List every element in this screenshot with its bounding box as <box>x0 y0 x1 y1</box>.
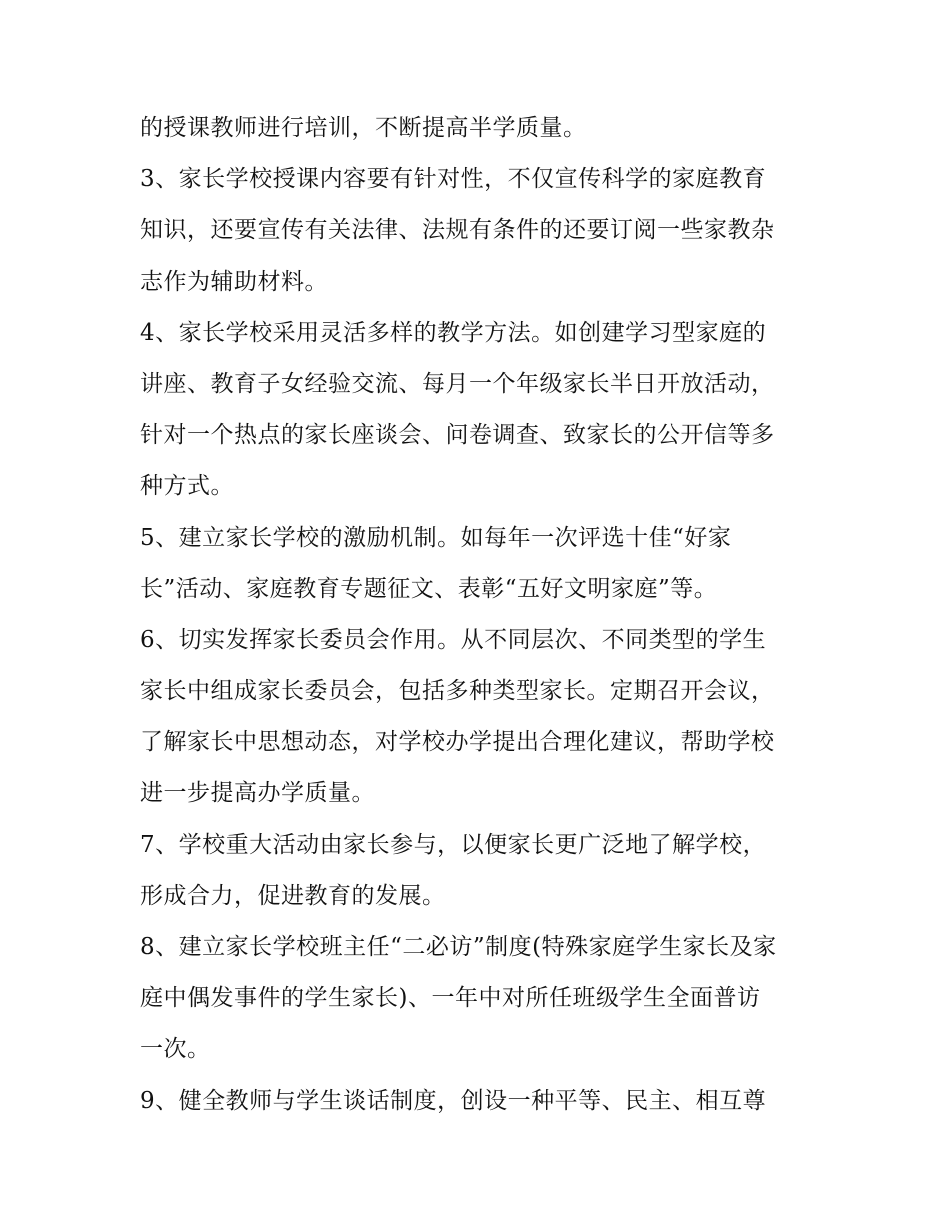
text-line: 4、家长学校采用灵活多样的教学方法。如创建学习型家庭的 <box>140 319 767 346</box>
text-line: 进一步提高办学质量。 <box>140 780 375 807</box>
text-line: 针对一个热点的家长座谈会、问卷调查、致家长的公开信等多 <box>140 422 775 449</box>
text-line: 了解家长中思想动态，对学校办学提出合理化建议，帮助学校 <box>140 729 775 756</box>
text-line: 8、建立家长学校班主任“二必访”制度(特殊家庭学生家长及家 <box>140 934 777 960</box>
text-line: 庭中偶发事件的学生家长)、一年中对所任班级学生全面普访 <box>140 985 761 1012</box>
text-line: 志作为辅助材料。 <box>140 268 328 295</box>
text-line: 知识，还要宣传有关法律、法规有条件的还要订阅一些家教杂 <box>140 217 775 244</box>
text-line: 长”活动、家庭教育专题征文、表彰“五好文明家庭”等。 <box>140 575 718 602</box>
document-body <box>140 108 820 1132</box>
text-line: 9、健全教师与学生谈话制度，创设一种平等、民主、相互尊 <box>140 1087 767 1114</box>
text-line: 形成合力，促进教育的发展。 <box>140 882 446 909</box>
text-line: 家长中组成家长委员会，包括多种类型家长。定期召开会议， <box>140 678 775 705</box>
text-line: 的授课教师进行培训，不断提高半学质量。 <box>140 115 587 141</box>
text-line: 讲座、教育子女经验交流、每月一个年级家长半日开放活动， <box>140 370 775 397</box>
text-line: 7、学校重大活动由家长参与，以便家长更广泛地了解学校， <box>140 831 767 858</box>
text-line: 一次。 <box>140 1036 211 1063</box>
text-line: 6、切实发挥家长委员会作用。从不同层次、不同类型的学生 <box>140 626 767 653</box>
text-line: 3、家长学校授课内容要有针对性，不仅宣传科学的家庭教育 <box>140 166 767 193</box>
text-line: 种方式。 <box>140 473 234 500</box>
text-line: 5、建立家长学校的激励机制。如每年一次评选十佳“好家 <box>140 524 732 551</box>
